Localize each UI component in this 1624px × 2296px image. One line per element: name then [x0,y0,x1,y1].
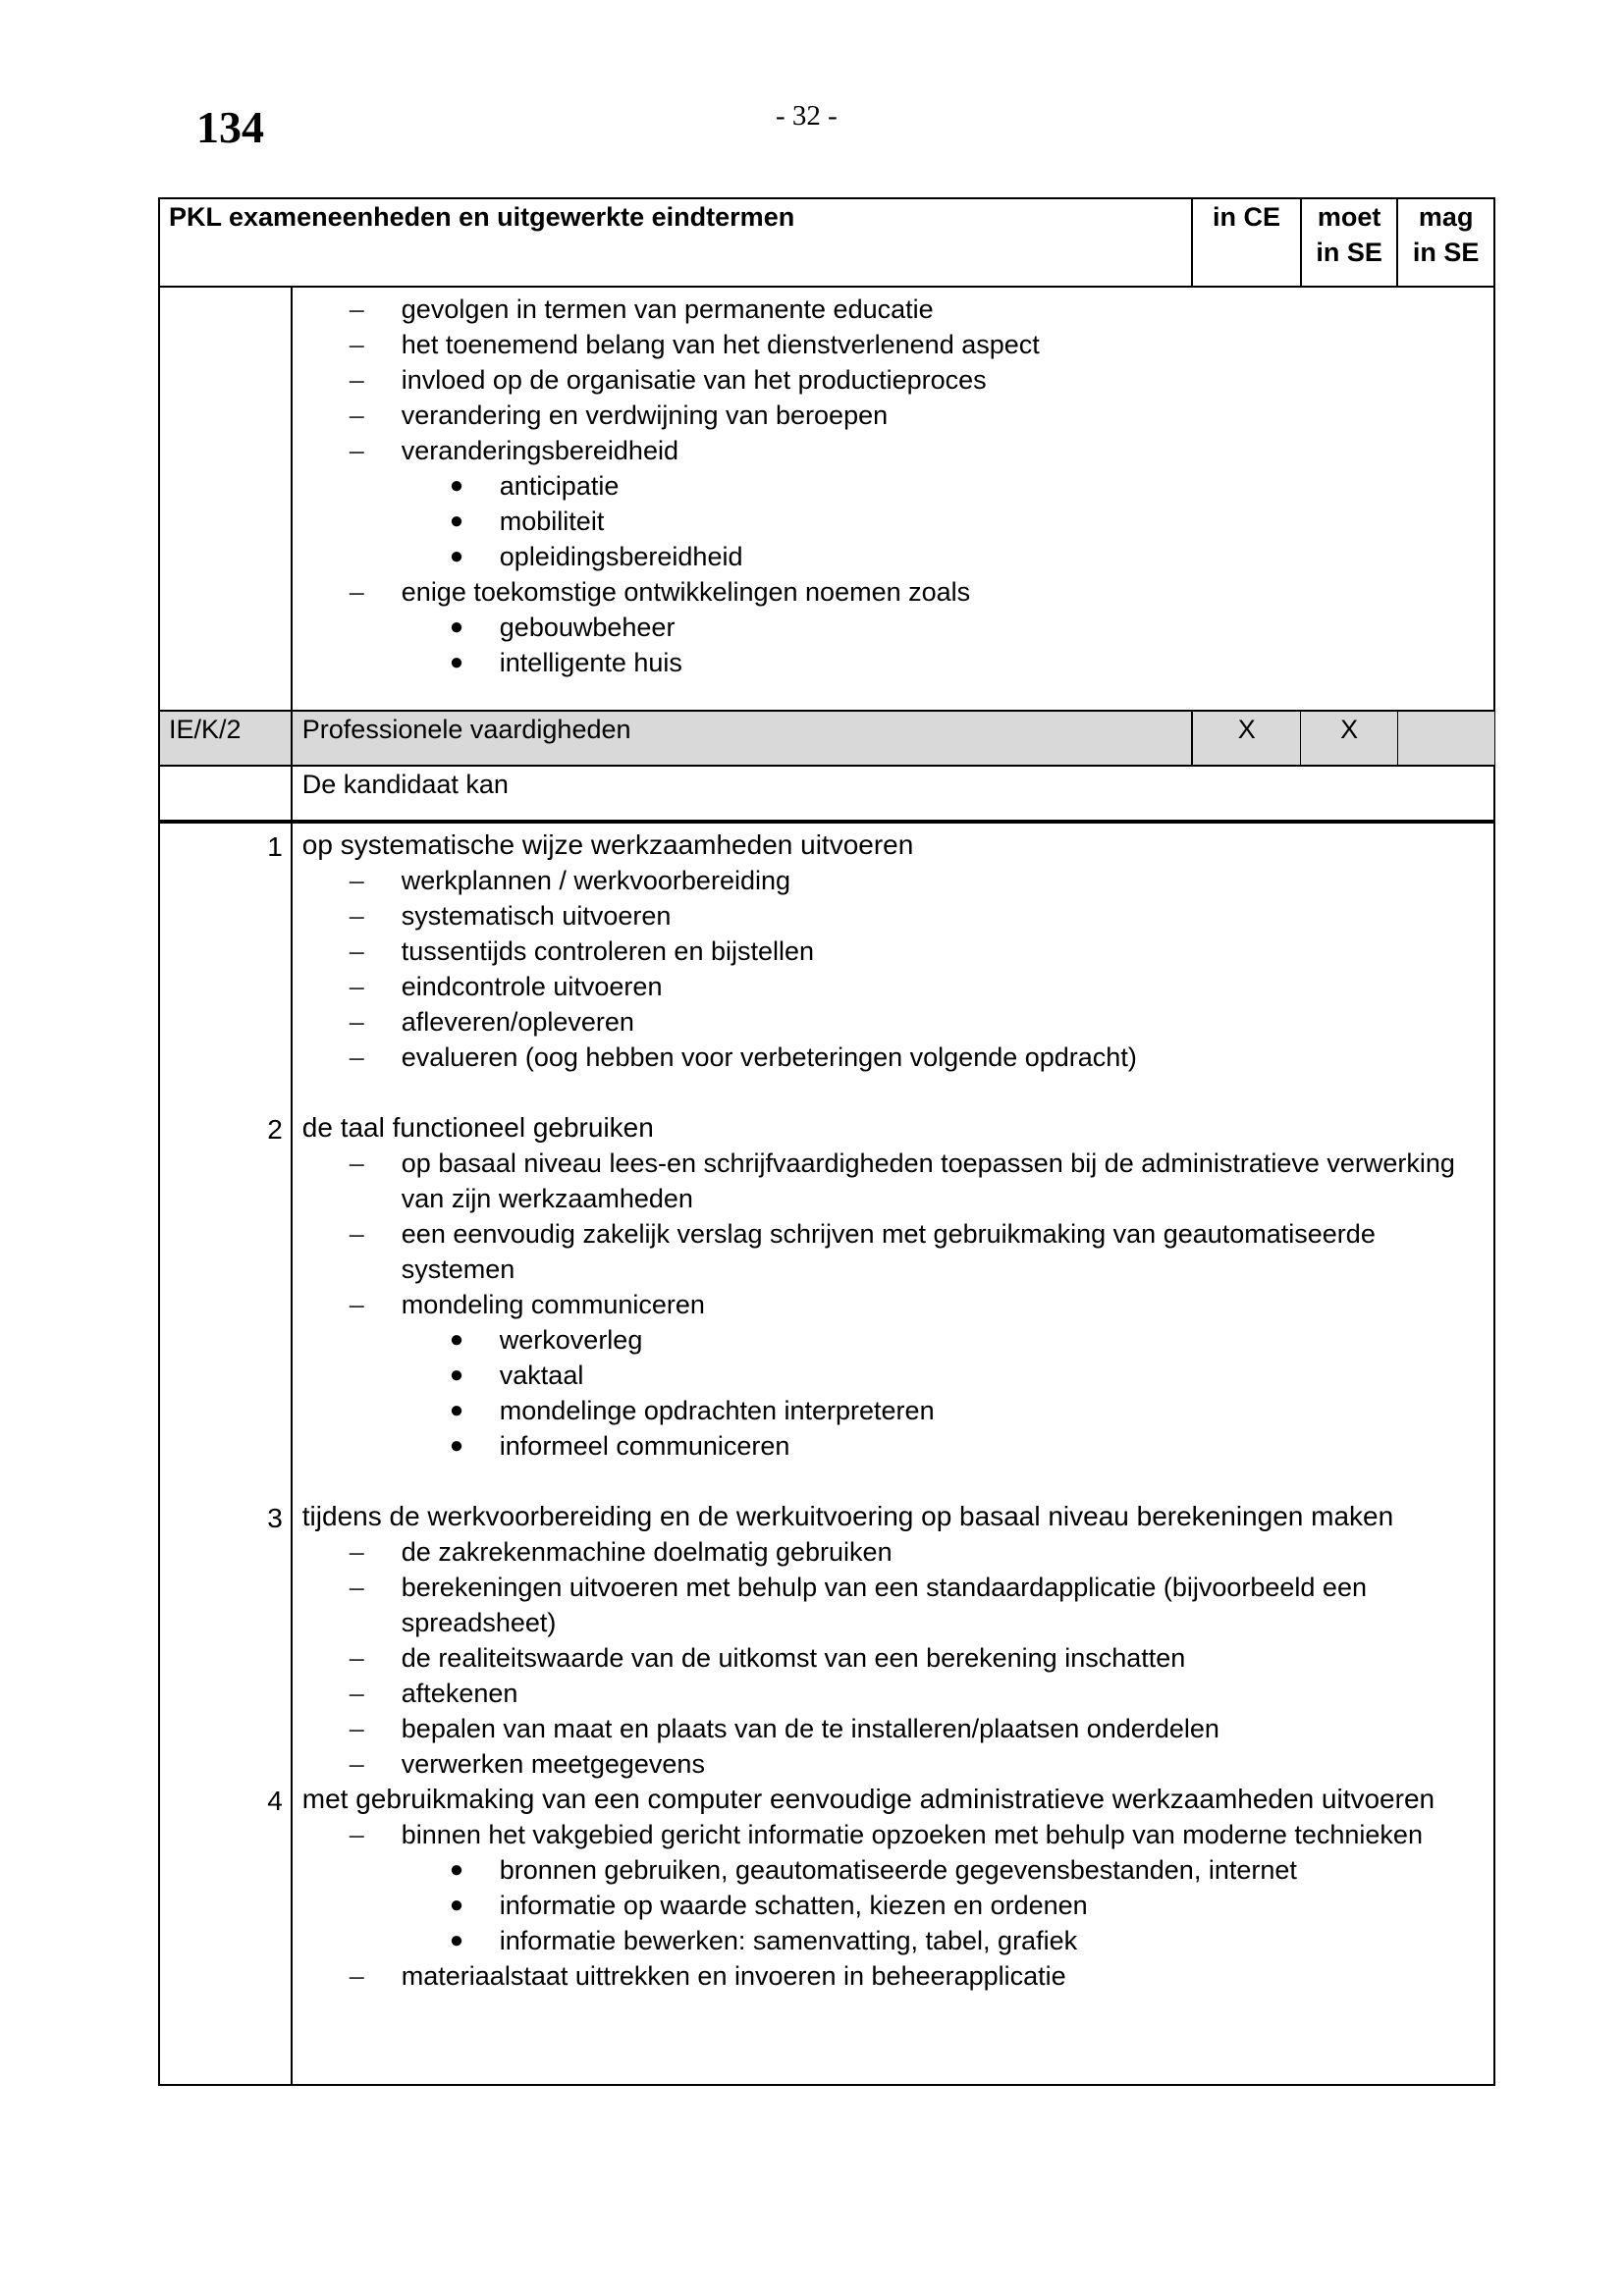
dash-list-item [293,934,1493,969]
dash-icon: – [349,1573,364,1602]
dash-icon: – [349,1749,364,1779]
list-item-text: werkoverleg [499,1325,643,1355]
list-item-text: de realiteitswaarde van de uitkomst van een berekening inschatten [401,1643,1186,1673]
dash-list-item [293,1817,1493,1852]
dash-list-item [293,327,1493,362]
bullet-icon: ● [449,1362,464,1388]
list-item-text: mondelinge opdrachten interpreteren [499,1396,935,1425]
list-item-text: verwerken meetgegevens [401,1749,705,1779]
intro-row [159,766,1494,822]
dash-icon: – [349,330,364,359]
unit-in-ce: X [1192,711,1301,766]
dash-icon: – [349,1679,364,1708]
dash-list-item [293,1146,1493,1216]
list-item-text: opleidingsbereidheid [499,542,743,571]
bullet-icon: ● [449,472,464,499]
dash-icon: – [349,972,364,1001]
objective-numbers [159,822,292,2085]
list-item-text: invloed op de organisatie van het productieproces [401,365,987,395]
bullet-icon: ● [449,649,464,675]
intro-text: De kandidaat kan [292,766,1494,822]
list-item-text: verandering en verdwijning van beroepen [401,400,889,430]
header-in-ce: in CE [1192,198,1301,287]
dash-list-item [293,1570,1493,1640]
dash-icon: – [349,1961,364,1991]
bullet-icon: ● [449,1856,464,1883]
dash-icon: – [349,901,364,931]
bullet-list-item [293,539,1493,574]
dash-icon: – [349,1820,364,1849]
dash-icon: – [349,866,364,895]
unit-code: IE/K/2 [159,711,292,766]
dash-icon: – [349,1290,364,1319]
bullet-icon: ● [449,543,464,569]
dash-list-item [293,1958,1493,1994]
unit-mag-in-se [1397,711,1494,766]
dash-list-item [293,1711,1493,1746]
bullet-list-item [293,1322,1493,1358]
table-title: PKL exameneenheden en uitgewerkte eindtermen [159,198,1192,287]
dash-icon: – [349,1042,364,1072]
list-item-text: systematisch uitvoeren [401,901,672,931]
objective-2 [293,1110,1493,1464]
dash-icon: – [349,1714,364,1743]
dash-icon: – [349,294,364,324]
list-item-text: mobiliteit [499,507,605,536]
list-item-text: aftekenen [401,1679,518,1708]
list-item-text: vaktaal [499,1361,584,1390]
dash-icon: – [349,1643,364,1673]
header-mag-in-se: mag in SE [1397,198,1494,287]
unit-moet-in-se: X [1301,711,1398,766]
list-item-text: informatie bewerken: samenvatting, tabel, grafiek [499,1926,1078,1955]
dash-list-item [293,1216,1493,1287]
dash-list-item [293,863,1493,898]
page-number: - 32 - [776,100,838,132]
dash-list-item [293,433,1493,468]
dash-list-item [293,574,1493,610]
continuation-row [159,287,1494,711]
unit-title: Professionele vaardigheden [292,711,1192,766]
dash-list-item [293,969,1493,1004]
list-item-text: het toenemend belang van het dienstverlenend aspect [401,330,1040,359]
exam-units-table [158,197,1495,2086]
dash-list-item [293,362,1493,398]
dash-icon: – [349,365,364,395]
objective-3 [293,1499,1493,1782]
dash-icon: – [349,936,364,966]
objective-4 [293,1782,1493,1994]
bullet-list-item [293,1358,1493,1393]
list-item-text: bronnen gebruiken, geautomatiseerde gegevensbestanden, internet [499,1855,1297,1885]
objective-heading: met gebruikmaking van een computer eenvoudige administratieve werkzaamheden uitvoeren [301,1784,1435,1814]
bullet-list-item [293,1923,1493,1958]
bullet-list-item [293,1393,1493,1428]
dash-list-item [293,898,1493,934]
page-stamp-number: 134 [196,102,264,152]
dash-list-item [293,398,1493,433]
objective-heading: op systematische wijze werkzaamheden uitvoeren [301,829,914,860]
dash-list-item [293,292,1493,327]
list-item-text: binnen het vakgebied gericht informatie opzoeken met behulp van moderne technieken [401,1820,1423,1849]
list-item-text: intelligente huis [499,648,682,677]
intro-code-cell [159,766,292,822]
dash-list-item [293,1534,1493,1570]
list-item-text: anticipatie [499,471,620,501]
dash-list-item [293,1287,1493,1322]
list-item-text: evalueren (oog hebben voor verbeteringen volgende opdracht) [401,1042,1137,1072]
list-item-text: informatie op waarde schatten, kiezen en ordenen [499,1891,1088,1920]
bullet-list-item [293,1888,1493,1923]
list-item-text: eindcontrole uitvoeren [401,972,663,1001]
objective-number: 3 [267,1503,283,1533]
list-item-text: materiaalstaat uittrekken en invoeren in beheerapplicatie [401,1961,1066,1991]
list-item-text: mondeling communiceren [401,1290,705,1319]
list-item-text: bepalen van maat en plaats van de te installeren/plaatsen onderdelen [401,1714,1219,1743]
objective-heading: de taal functioneel gebruiken [301,1112,654,1143]
dash-list-item [293,1004,1493,1040]
objective-number: 4 [267,1786,283,1816]
list-item-text: afleveren/opleveren [401,1007,634,1037]
dash-list-item [293,1640,1493,1676]
bullet-icon: ● [449,507,464,534]
bullet-icon: ● [449,1927,464,1953]
dash-list-item [293,1746,1493,1782]
dash-icon: – [349,436,364,465]
table-header-row [159,198,1494,287]
bullet-list-item [293,610,1493,645]
dash-icon: – [349,577,364,607]
objective-number: 2 [267,1114,283,1145]
continuation-code-cell [159,287,292,711]
list-item-text: een eenvoudig zakelijk verslag schrijven met gebruikmaking van geautomatiseerde systemen [401,1219,1376,1284]
bullet-icon: ● [449,1326,464,1353]
objective-heading: tijdens de werkvoorbereiding en de werkuitvoering op basaal niveau berekeningen maken [301,1501,1394,1531]
dash-icon: – [349,1219,364,1249]
objective-1 [293,828,1493,1075]
list-item-text: tussentijds controleren en bijstellen [401,936,815,966]
dash-icon: – [349,1148,364,1178]
list-item-text: gevolgen in termen van permanente educatie [401,294,934,324]
list-item-text: werkplannen / werkvoorbereiding [401,866,791,895]
bullet-list-item [293,645,1493,680]
objectives-list [292,822,1494,2085]
dash-icon: – [349,1007,364,1037]
objectives-row [159,822,1494,2085]
bullet-icon: ● [449,1892,464,1918]
header-moet-in-se: moet in SE [1301,198,1398,287]
list-item-text: informeel communiceren [499,1431,790,1461]
continuation-list [292,287,1494,711]
list-item-text: gebouwbeheer [499,613,676,642]
objective-number: 1 [267,831,283,862]
bullet-icon: ● [449,1397,464,1423]
list-item-text: veranderingsbereidheid [401,436,678,465]
list-item-text: op basaal niveau lees-en schrijfvaardigheden toepassen bij de administratieve verwerking van zijn werkzaamheden [401,1148,1455,1213]
bullet-list-item [293,504,1493,539]
dash-list-item [293,1676,1493,1711]
bullet-icon: ● [449,1432,464,1459]
dash-icon: – [349,1537,364,1567]
dash-icon: – [349,400,364,430]
unit-row [159,711,1494,766]
bullet-list-item [293,468,1493,504]
bullet-icon: ● [449,614,464,640]
bullet-list-item [293,1428,1493,1464]
list-item-text: enige toekomstige ontwikkelingen noemen zoals [401,577,971,607]
list-item-text: de zakrekenmachine doelmatig gebruiken [401,1537,893,1567]
list-item-text: berekeningen uitvoeren met behulp van een standaardapplicatie (bijvoorbeeld een spreadsheet) [401,1573,1367,1637]
dash-list-item [293,1040,1493,1075]
bullet-list-item [293,1852,1493,1888]
